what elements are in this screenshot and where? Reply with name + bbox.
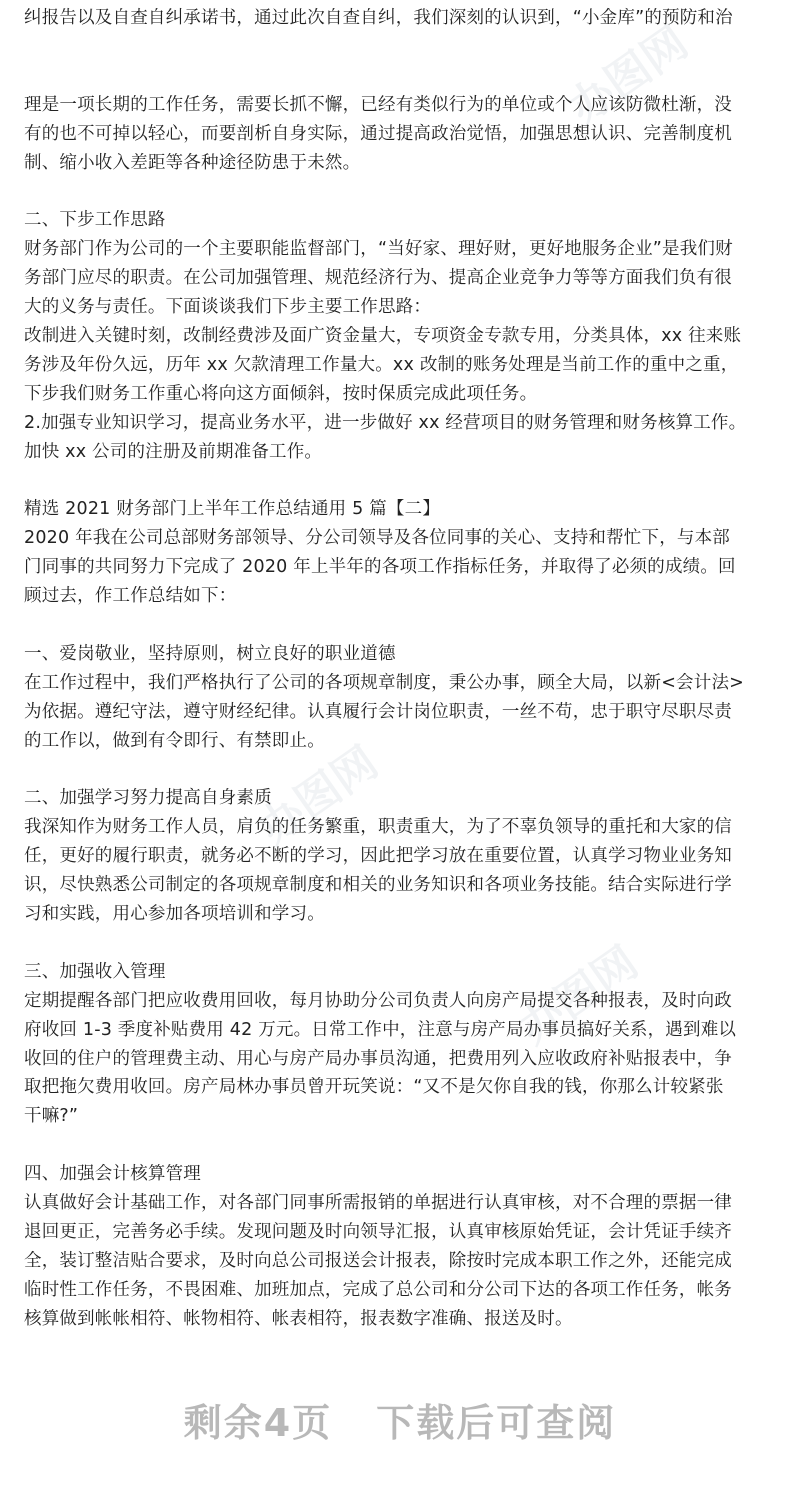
text-line: 的工作以，做到有令即行、有禁即止。	[24, 730, 325, 751]
text-line: 定期提醒各部门把应收费用回收，每月协助分公司负责人向房产局提交各种报表，及时向政	[24, 990, 732, 1011]
text-line: 核算做到帐帐相符、帐物相符、帐表相符，报表数字准确、报送及时。	[24, 1308, 573, 1329]
text-line: 二、下步工作思路	[24, 210, 166, 231]
text-line: 制、缩小收入差距等各种途径防患于未然。	[24, 152, 361, 173]
watermark: 办图网	[509, 936, 648, 1055]
text-line: 四、加强会计核算管理	[24, 1164, 201, 1185]
text-line: 精选 2021 财务部门上半年工作总结通用 5 篇【二】	[24, 499, 441, 520]
remaining-pages-label: 剩余4页	[183, 1401, 333, 1445]
text-line: 退回更正，完善务必手续。发现问题及时向领导汇报，认真审核原始凭证，会计凭证手续齐	[24, 1221, 732, 1242]
text-line: 收回的住户的管理费主动、用心与房产局办事员沟通，把费用列入应收政府补贴报表中，争	[24, 1048, 732, 1069]
text-line: 为依据。遵纪守法，遵守财经纪律。认真履行会计岗位职责，一丝不苟，忠于职守尽职尽责	[24, 701, 732, 722]
text-line: 三、加强收入管理	[24, 961, 166, 982]
read-more-banner[interactable]	[0, 1388, 800, 1458]
text-line: 二、加强学习努力提高自身素质	[24, 788, 272, 809]
text-line: 务涉及年份久远，历年 xx 欠款清理工作量大。xx 改制的账务处理是当前工作的重中之重，	[24, 354, 739, 375]
text-line: 理是一项长期的工作任务，需要长抓不懈，已经有类似行为的单位或个人应该防微杜渐，没	[24, 94, 732, 115]
text-line: 取把拖欠费用收回。房产局林办事员曾开玩笑说：“又不是欠你自我的钱，你那么计较紧张	[24, 1077, 724, 1098]
text-line: 门同事的共同努力下完成了 2020 年上半年的各项工作指标任务，并取得了必须的成绩。回	[24, 557, 736, 578]
text-line: 加快 xx 公司的注册及前期准备工作。	[24, 441, 323, 462]
text-line: 下步我们财务工作重心将向这方面倾斜，按时保质完成此项任务。	[24, 383, 538, 404]
text-line: 识，尽快熟悉公司制定的各项规章制度和相关的业务知识和各项业务技能。结合实际进行学	[24, 875, 732, 896]
text-line: 认真做好会计基础工作，对各部门同事所需报销的单据进行认真审核，对不合理的票据一律	[24, 1193, 732, 1213]
text-line: 在工作过程中，我们严格执行了公司的各项规章制度，秉公办事，顾全大局，以新<会计法>	[24, 672, 745, 693]
text-line: 临时性工作任务，不畏困难、加班加点，完成了总公司和分公司下达的各项工作任务，帐务	[24, 1279, 732, 1300]
text-line: 全，装订整洁贴合要求，及时向总公司报送会计报表，除按时完成本职工作之外，还能完成	[24, 1250, 732, 1271]
text-line: 改制进入关键时刻，改制经费涉及面广资金量大，专项资金专款专用，分类具体，xx 往来账	[24, 326, 742, 346]
text-line: 顾过去，作工作总结如下：	[24, 586, 237, 607]
text-line: 干嘛?”	[24, 1106, 79, 1127]
text-line: 府收回 1-3 季度补贴费用 42 万元。日常工作中，注意与房产局办事员搞好关系，遇到难以	[24, 1019, 737, 1040]
text-line: 纠报告以及自查自纠承诺书，通过此次自查自纠，我们深刻的认识到，“小金库”的预防和治	[24, 8, 733, 28]
text-line: 有的也不可掉以轻心，而要剖析自身实际，通过提高政治觉悟，加强思想认识、完善制度机	[24, 123, 732, 144]
watermark: 办图网	[559, 16, 698, 135]
text-line: 2020 年我在公司总部财务部领导、分公司领导及各位同事的关心、支持和帮忙下，与本部	[24, 528, 730, 549]
text-line: 财务部门作为公司的一个主要职能监督部门，“当好家、理好财，更好地服务企业”是我们财	[24, 239, 733, 260]
watermark: 办图网	[249, 736, 388, 855]
text-line: 我深知作为财务工作人员，肩负的任务繁重，职责重大，为了不辜负领导的重托和大家的信	[24, 817, 732, 838]
text-line: 任，更好的履行职责，就务必不断的学习，因此把学习放在重要位置，认真学习物业业务知	[24, 846, 732, 867]
text-line: 务部门应尽的职责。在公司加强管理、规范经济行为、提高企业竞争力等等方面我们负有很	[24, 268, 732, 289]
download-to-read-label: 下载后可查阅	[376, 1401, 617, 1445]
text-line: 习和实践，用心参加各项培训和学习。	[24, 904, 325, 924]
text-line: 大的义务与责任。下面谈谈我们下步主要工作思路：	[24, 297, 432, 318]
text-line: 一、爱岗敬业，坚持原则，树立良好的职业道德	[24, 643, 396, 664]
text-line: 2.加强专业知识学习，提高业务水平，进一步做好 xx 经营项目的财务管理和财务核算工作。	[24, 412, 747, 433]
